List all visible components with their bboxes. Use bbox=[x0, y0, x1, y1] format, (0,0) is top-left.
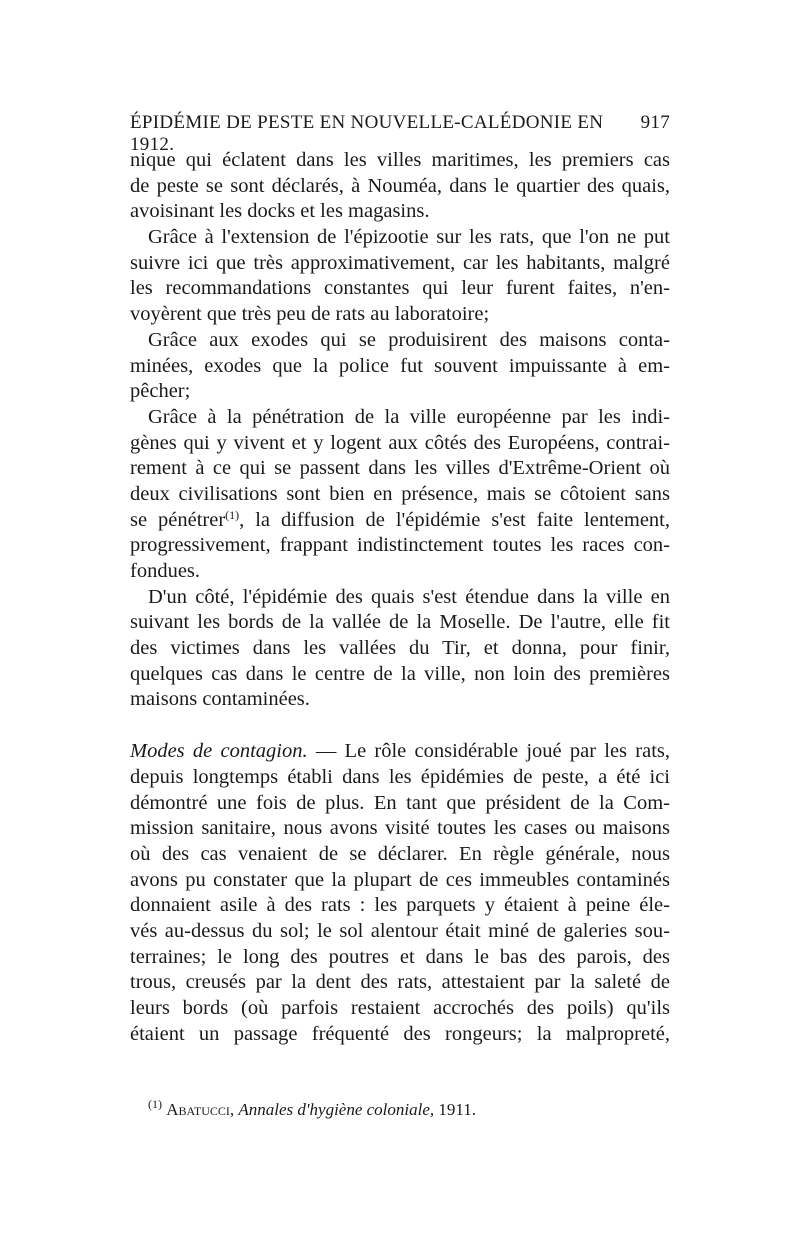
footnote-author: Abatucci, bbox=[166, 1100, 235, 1119]
text-line: mission sanitaire, nous avons visité toutes les cases ou maisons bbox=[130, 817, 670, 840]
text-line: rement à ce qui se passent dans les villes d'Extrême-Orient où bbox=[130, 457, 670, 480]
text-line: D'un côté, l'épidémie des quais s'est étendue dans la ville en bbox=[148, 585, 670, 608]
text-line: maisons contaminées. bbox=[130, 688, 310, 711]
text-line: donnaient asile à des rats : les parquets y étaient à peine éle- bbox=[130, 894, 670, 917]
text-line: suivant les bords de la vallée de la Moselle. De l'autre, elle fit bbox=[130, 611, 670, 634]
section-gap bbox=[130, 713, 670, 739]
document-page bbox=[130, 112, 670, 1119]
header-title: ÉPIDÉMIE DE PESTE EN NOUVELLE-CALÉDONIE EN 1912. bbox=[130, 112, 604, 155]
text-line bbox=[130, 739, 670, 765]
text-line: progressivement, frappant indistinctement toutes les races con- bbox=[130, 534, 670, 557]
text-line: vés au-dessus du sol; le sol alentour était miné de galeries sou- bbox=[130, 919, 670, 942]
footnote-reference: (1) bbox=[225, 507, 240, 522]
text-line: deux civilisations sont bien en présence, mais se côtoient sans bbox=[130, 482, 670, 505]
text-line: Grâce aux exodes qui se produisirent des maisons conta- bbox=[148, 328, 670, 351]
text-line: Grâce à la pénétration de la ville européenne par les indi- bbox=[148, 405, 670, 428]
text-line: des victimes dans les vallées du Tir, et donna, pour finir, bbox=[130, 637, 670, 660]
text-line: avons pu constater que la plupart de ces immeubles contaminés bbox=[130, 868, 670, 891]
text-line: minées, exodes que la police fut souvent impuissante à em- bbox=[130, 354, 670, 377]
text-line: avoisinant les docks et les magasins. bbox=[130, 200, 430, 223]
text-line: suivre ici que très approximativement, car les habitants, malgré bbox=[130, 251, 670, 274]
text-line: Grâce à l'extension de l'épizootie sur les rats, que l'on ne put bbox=[148, 226, 670, 249]
text-line: nique qui éclatent dans les villes maritimes, les premiers cas bbox=[130, 149, 670, 171]
text-line: de peste se sont déclarés, à Nouméa, dans le quartier des quais, bbox=[130, 174, 670, 197]
text-fragment: , la diffusion de l'épidémie s'est faite lentement, bbox=[239, 508, 670, 531]
footnote-year: 1911. bbox=[438, 1100, 477, 1119]
text-line: depuis longtemps établi dans les épidémies de peste, a été ici bbox=[130, 765, 670, 788]
footnote-work: Annales d'hygiène coloniale, bbox=[238, 1100, 435, 1119]
text-line: quelques cas dans le centre de la ville, non loin des premières bbox=[130, 662, 670, 685]
text-fragment: — Le rôle considérable joué par les rats, bbox=[307, 740, 670, 763]
text-line: trous, creusés par la dent des rats, attestaient par la saleté de bbox=[130, 971, 670, 994]
text-line bbox=[130, 508, 670, 534]
page-number: 917 bbox=[640, 112, 670, 133]
text-line: leurs bords (où parfois restaient accrochés des poils) qu'ils bbox=[130, 997, 670, 1019]
text-line: pêcher; bbox=[130, 380, 191, 403]
text-line: étaient un passage fréquenté des rongeurs; la malpropreté, bbox=[130, 1022, 670, 1045]
section-heading: Modes de contagion. bbox=[130, 740, 308, 763]
text-line: gènes qui y vivent et y logent aux côtés des Européens, contrai- bbox=[130, 431, 670, 454]
text-line: démontré une fois de plus. En tant que président de la Com- bbox=[130, 791, 670, 814]
footnote-marker: (1) bbox=[148, 1097, 162, 1111]
body-text bbox=[130, 148, 670, 1047]
text-line: voyèrent que très peu de rats au laboratoire; bbox=[130, 303, 490, 326]
text-line: fondues. bbox=[130, 560, 201, 582]
text-fragment: se pénétrer bbox=[130, 508, 226, 531]
text-line: les recommandations constantes qui leur furent faites, n'en- bbox=[130, 277, 670, 300]
running-header bbox=[130, 112, 670, 155]
text-line: terraines; le long des poutres et dans le bas des parois, des bbox=[130, 945, 670, 968]
footnote bbox=[148, 1097, 477, 1120]
text-line: où des cas venaient de se déclarer. En règle générale, nous bbox=[130, 842, 670, 865]
